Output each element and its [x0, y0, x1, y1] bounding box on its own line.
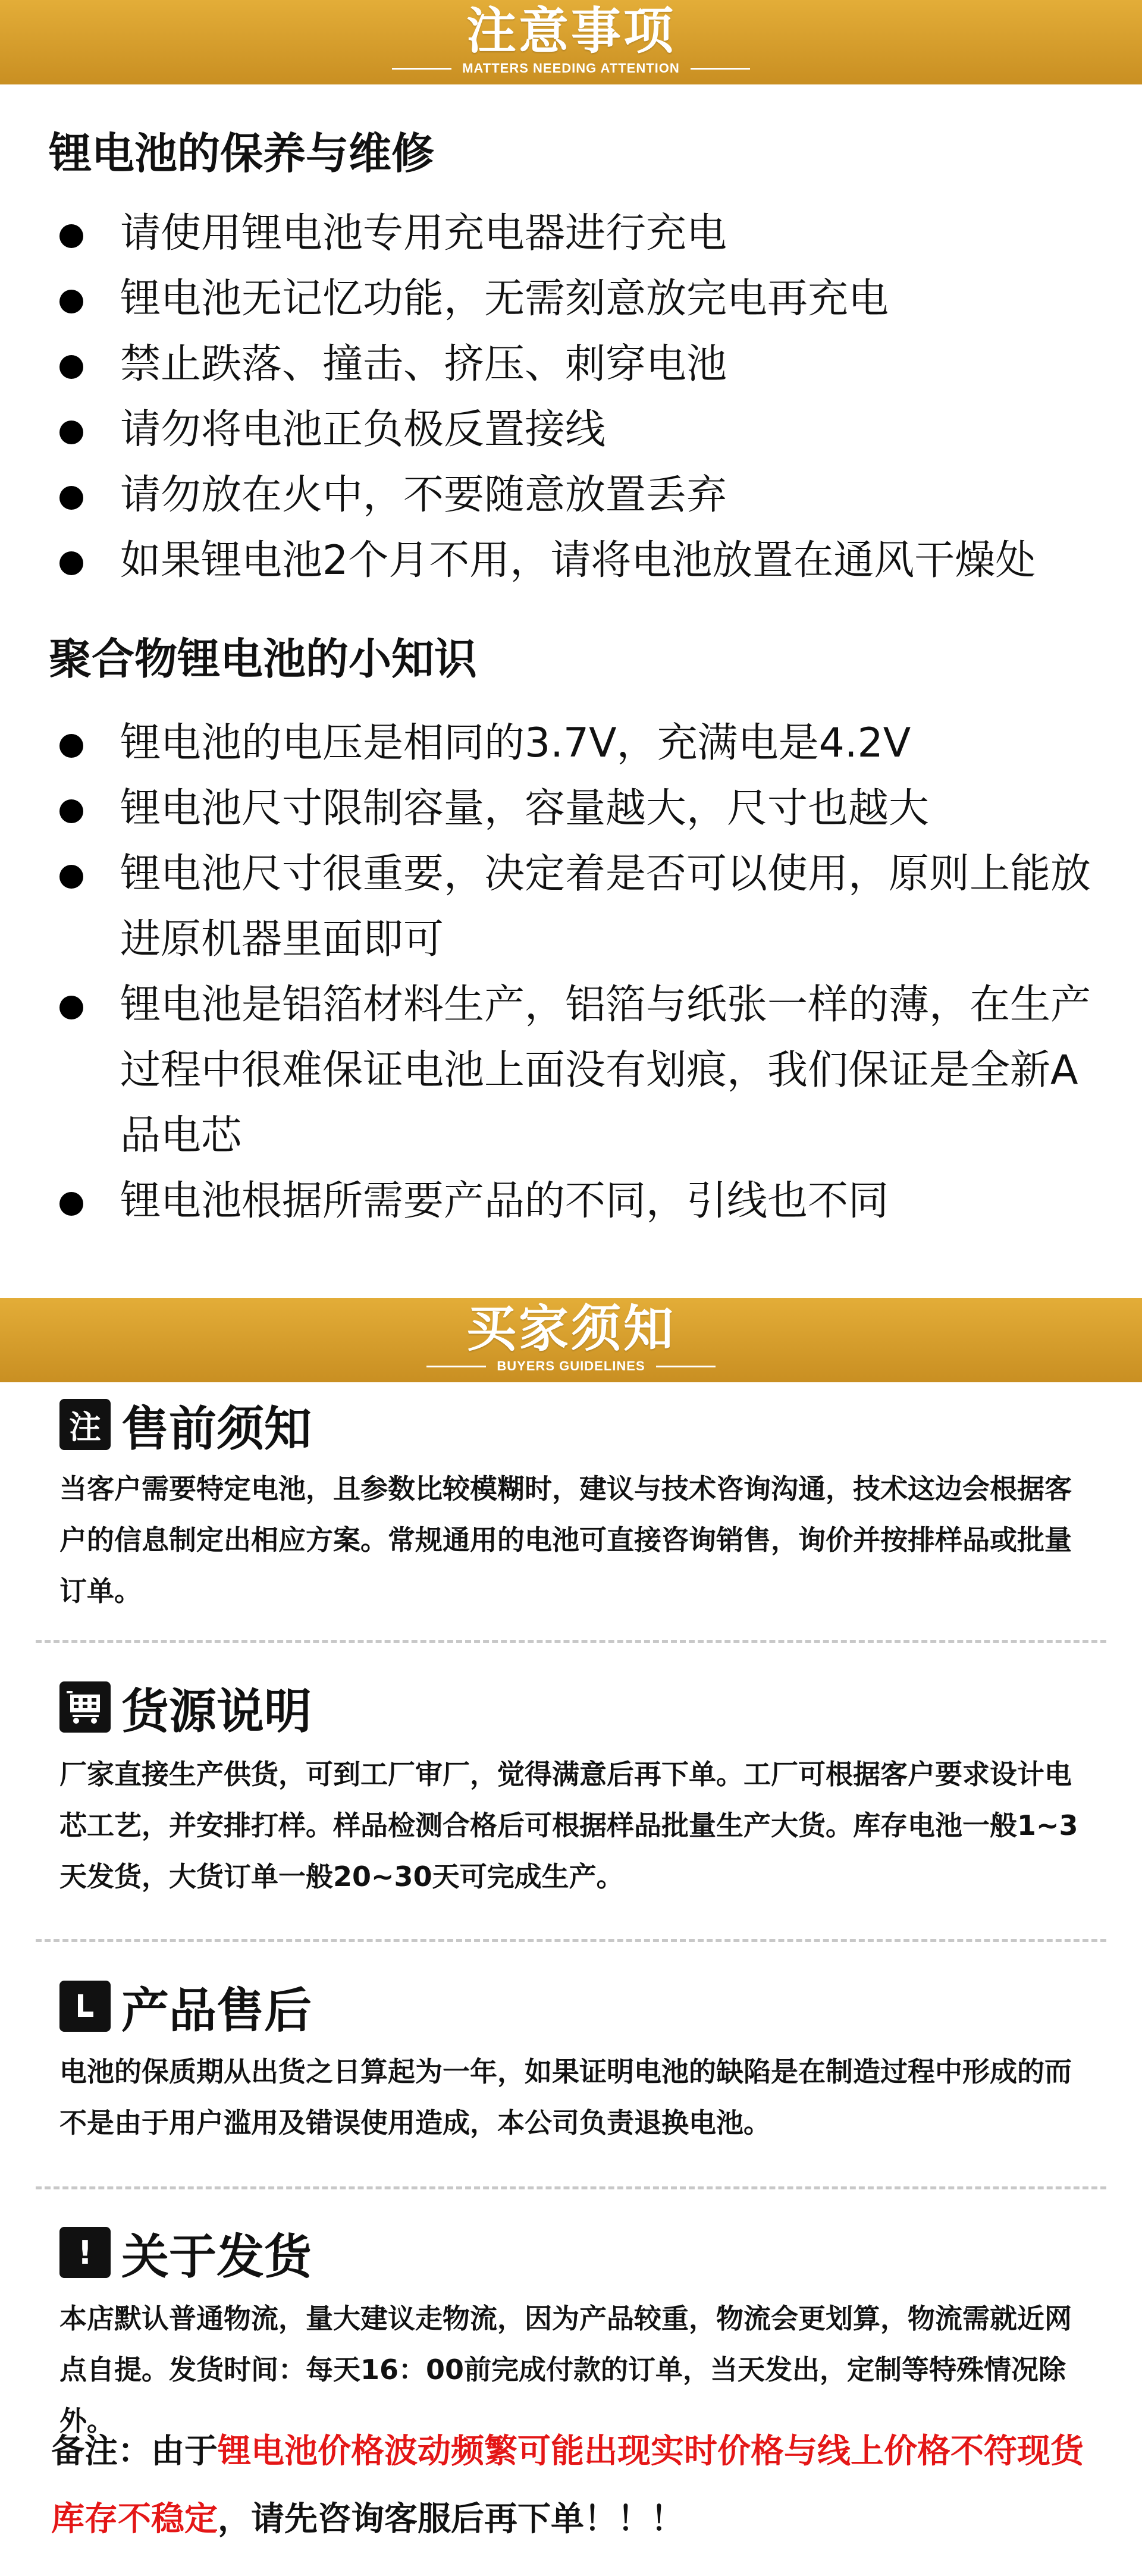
list-item-text: 锂电池尺寸限制容量，容量越大，尺寸也越大 — [120, 785, 930, 832]
bullet-dot-icon — [59, 355, 83, 379]
attention-banner-title: 注意事项 — [466, 2, 676, 60]
bullet-dot-icon — [59, 421, 83, 444]
dashed-divider — [36, 2186, 1106, 2189]
banner-rule-right — [691, 68, 750, 70]
cart-icon — [59, 1681, 111, 1733]
remark-suffix: ，请先咨询客服后再下单！！！ — [218, 2500, 684, 2539]
bullet-dot-icon — [59, 551, 83, 575]
exclamation-icon: ! — [59, 2227, 111, 2278]
bullet-dot-icon — [59, 486, 83, 510]
bullet-dot-icon — [59, 996, 83, 1019]
list-item-text: 锂电池根据所需要产品的不同，引线也不同 — [120, 1178, 889, 1225]
list-item-text: 锂电池无记忆功能，无需刻意放完电再充电 — [120, 275, 889, 322]
bullet-dot-icon — [59, 1192, 83, 1216]
list-item-text: 请使用锂电池专用充电器进行充电 — [120, 210, 727, 257]
aftersale-body: 电池的保质期从出货之日算起为一年，如果证明电池的缺陷是在制造过程中形成的而不是由于用户滥用及错误使用造成，本公司负责退换电池。 — [59, 2056, 1072, 2139]
list-item-text: 锂电池是铝箔材料生产，铝箔与纸张一样的薄，在生产过程中很难保证电池上面没有划痕，我们保证是全新A品电芯 — [120, 981, 1091, 1159]
bullet-dot-icon — [59, 799, 83, 823]
list-item-text: 请勿放在火中，不要随意放置丢弃 — [120, 472, 727, 519]
list-item — [59, 776, 1118, 842]
banner-rule-right — [656, 1366, 716, 1367]
buyers-banner — [0, 1298, 1142, 1382]
attention-banner-subrow — [0, 59, 1142, 77]
knowledge-list — [59, 711, 1118, 1234]
list-item — [59, 711, 1118, 776]
list-item — [59, 463, 1118, 528]
list-item — [59, 266, 1118, 332]
shipping-body: 本店默认普通物流，量大建议走物流，因为产品较重，物流会更划算，物流需就近网点自提。发货时间：每天16：00前完成付款的订单，当天发出，定制等特殊情况除外。 — [59, 2302, 1072, 2437]
bullet-dot-icon — [59, 865, 83, 889]
source-title: 货源说明 — [121, 1683, 312, 1739]
dashed-divider — [36, 1939, 1106, 1942]
aftersale-title: 产品售后 — [121, 1982, 312, 2038]
presale-title: 售前须知 — [121, 1401, 312, 1457]
shipping-heading — [59, 2220, 312, 2285]
list-item-text: 请勿将电池正负极反置接线 — [120, 406, 606, 453]
cart-icon-graphic — [67, 1690, 103, 1724]
knowledge-title: 聚合物锂电池的小知识 — [49, 634, 478, 684]
list-item-text: 如果锂电池2个月不用，请将电池放置在通风干燥处 — [120, 537, 1036, 584]
remark-note — [51, 2418, 1110, 2553]
dashed-divider — [36, 1640, 1106, 1643]
attention-banner — [0, 0, 1142, 84]
list-item-text: 锂电池尺寸很重要，决定着是否可以使用，原则上能放进原机器里面即可 — [120, 851, 1091, 963]
list-item-text: 锂电池的电压是相同的3.7V，充满电是4.2V — [120, 720, 911, 767]
list-item — [59, 332, 1118, 397]
source-body: 厂家直接生产供货，可到工厂审厂，觉得满意后再下单。工厂可根据客户要求设计电芯工艺，并安排打样。样品检测合格后可根据样品批量生产大货。库存电池一般1~3天发货，大货订单一般20~30天可完成生产。 — [59, 1758, 1078, 1893]
list-item — [59, 397, 1118, 463]
buyers-banner-subrow — [0, 1357, 1142, 1375]
source-heading — [59, 1674, 312, 1740]
presale-body: 当客户需要特定电池，且参数比较模糊时，建议与技术咨询沟通，技术这边会根据客户的信息制定出相应方案。常规通用的电池可直接咨询销售，询价并按排样品或批量订单。 — [59, 1473, 1072, 1607]
presale-heading — [59, 1392, 312, 1457]
note-icon: 注 — [59, 1399, 111, 1450]
list-item-text: 禁止跌落、撞击、挤压、刺穿电池 — [120, 341, 727, 388]
buyers-banner-subtitle: BUYERS GUIDELINES — [497, 1358, 645, 1373]
bullet-dot-icon — [59, 290, 83, 313]
banner-rule-left — [392, 68, 451, 70]
remark-prefix: 备注：由于 — [51, 2432, 218, 2471]
clock-icon-graphic — [68, 1990, 102, 2023]
bullet-dot-icon — [59, 224, 83, 248]
buyers-banner-title: 买家须知 — [466, 1300, 676, 1358]
list-item — [59, 972, 1118, 1169]
bullet-dot-icon — [59, 734, 83, 758]
attention-banner-subtitle: MATTERS NEEDING ATTENTION — [462, 61, 680, 76]
list-item — [59, 842, 1118, 972]
aftersale-heading — [59, 1973, 312, 2039]
list-item — [59, 1169, 1118, 1234]
list-item — [59, 201, 1118, 266]
banner-rule-left — [426, 1366, 486, 1367]
maintenance-list — [59, 201, 1118, 594]
clock-icon — [59, 1981, 111, 2032]
maintenance-title: 锂电池的保养与维修 — [49, 128, 435, 178]
list-item — [59, 528, 1118, 594]
remark-warning: 锂电池价格波动频繁可能出现实时价格与线上价格不符现货库存不稳定 — [51, 2432, 1084, 2539]
shipping-title: 关于发货 — [121, 2229, 312, 2285]
